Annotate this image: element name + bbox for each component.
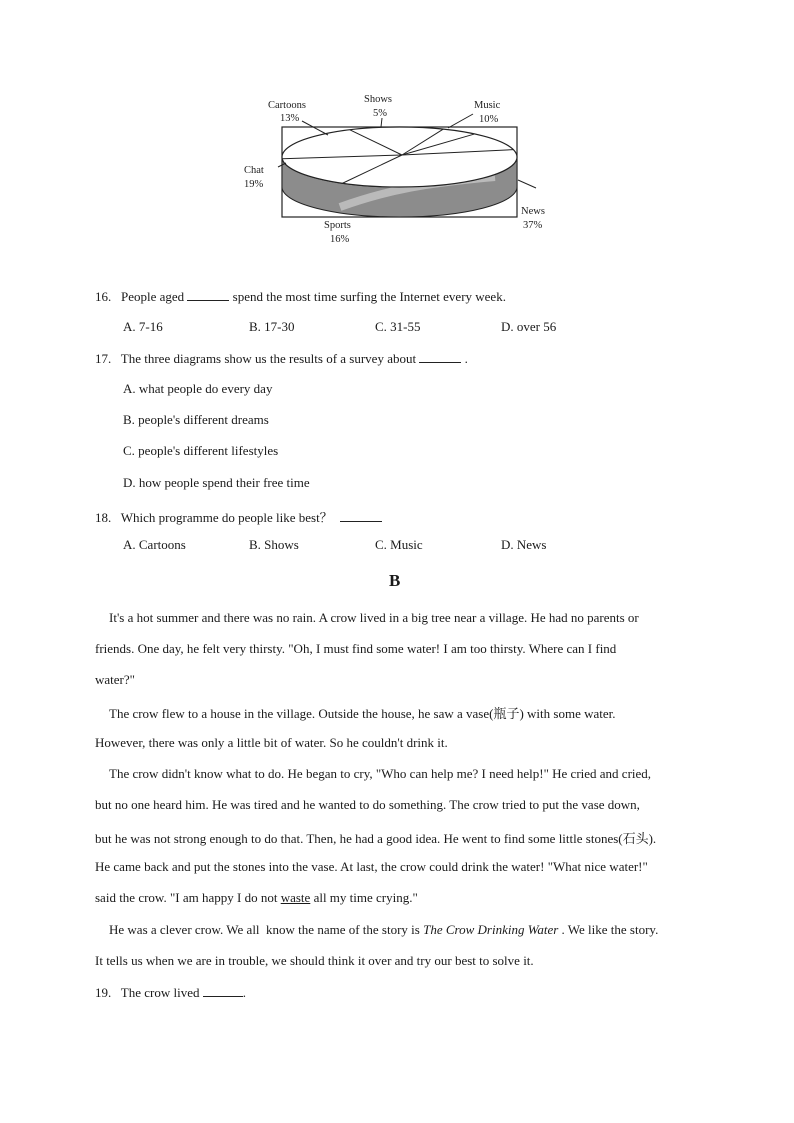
question-19 [95, 984, 246, 1001]
passage-line-1: It's a hot summer and there was no rain. A crow lived in a big tree near a village. He had no parents or [109, 610, 639, 625]
passage-line-5: However, there was only a little bit of water. So he couldn't drink it. [95, 735, 448, 750]
answer-blank[interactable] [203, 984, 243, 997]
question-text: The three diagrams show us the results of a survey about [120, 351, 417, 366]
q18-option-c[interactable]: C. Music [375, 537, 423, 552]
question-number: 18. [95, 510, 112, 525]
question-text-end: . [464, 351, 468, 366]
passage-line-9: He came back and put the stones into the vase. At last, the crow could drink the water! "What nice water!" [95, 859, 648, 874]
leader-cartoons [302, 121, 328, 135]
pct-chat: 19% [244, 179, 264, 190]
pct-news: 37% [523, 220, 543, 231]
answer-blank[interactable] [340, 509, 382, 522]
passage-line-8: but he was not strong enough to do that. Then, he had a good idea. He went to find some little stones(石头). [95, 831, 657, 846]
passage-text: He was a clever crow. We all know the name of the story is [109, 922, 424, 937]
story-title: The Crow Drinking Water [423, 922, 559, 937]
q17-option-a[interactable]: A. what people do every day [123, 381, 273, 396]
passage-line-11 [109, 922, 658, 938]
label-music: Music [474, 100, 501, 111]
q16-option-d[interactable]: D. over 56 [501, 319, 557, 334]
pct-music: 10% [479, 114, 499, 125]
section-heading: B [389, 571, 401, 590]
question-16 [95, 288, 506, 305]
passage-line-4: The crow flew to a house in the village. Outside the house, he saw a vase(瓶子) with some water. [109, 706, 616, 721]
answer-blank[interactable] [187, 288, 229, 301]
question-number: 16. [95, 289, 112, 304]
q17-option-c[interactable]: C. people's different lifestyles [123, 443, 279, 458]
underlined-word: waste [280, 890, 311, 905]
passage-text: . We like the story. [558, 922, 659, 937]
question-17 [95, 350, 468, 367]
label-chat: Chat [244, 165, 264, 176]
label-shows: Shows [364, 94, 393, 105]
q17-option-b[interactable]: B. people's different dreams [123, 412, 269, 427]
question-text-end: . [242, 985, 246, 1000]
label-sports: Sports [324, 220, 351, 231]
answer-blank[interactable] [419, 350, 461, 363]
q16-option-b[interactable]: B. 17-30 [249, 319, 295, 334]
question-text: The crow lived [120, 985, 200, 1000]
question-number: 19. [95, 985, 112, 1000]
q18-option-d[interactable]: D. News [501, 537, 547, 552]
question-text: Which programme do people like best？ [120, 510, 333, 525]
passage-line-3: water?" [95, 672, 135, 687]
question-text-end: spend the most time surfing the Internet every week. [232, 289, 506, 304]
passage-line-6: The crow didn't know what to do. He began to cry, "Who can help me? I need help!" He cried and cried, [109, 766, 652, 781]
label-cartoons: Cartoons [268, 100, 306, 111]
pct-cartoons: 13% [280, 113, 300, 124]
passage-line-7: but no one heard him. He was tired and he wanted to do something. The crow tried to put the vase down, [95, 797, 640, 812]
passage-line-2: friends. One day, he felt very thirsty. "Oh, I must find some water! I am too thirsty. Where can I find [95, 641, 617, 656]
q16-option-c[interactable]: C. 31-55 [375, 319, 421, 334]
question-text: People aged [121, 289, 185, 304]
label-news: News [521, 206, 545, 217]
leader-shows [381, 118, 382, 127]
q18-option-b[interactable]: B. Shows [249, 537, 299, 552]
pct-sports: 16% [330, 234, 350, 245]
q17-option-d[interactable]: D. how people spend their free time [123, 475, 310, 490]
q16-option-a[interactable]: A. 7-16 [123, 319, 163, 334]
q18-option-a[interactable]: A. Cartoons [123, 537, 186, 552]
leader-music [448, 114, 473, 128]
passage-text: said the crow. "I am happy I do not [95, 890, 281, 905]
passage-text: all my time crying." [310, 890, 418, 905]
passage-line-10 [95, 890, 418, 906]
passage-line-12: It tells us when we are in trouble, we should think it over and try our best to solve it. [95, 953, 534, 968]
question-number: 17. [95, 351, 112, 366]
pct-shows: 5% [373, 108, 387, 119]
question-18 [95, 507, 382, 526]
pie-chart [230, 85, 560, 255]
leader-news [518, 180, 536, 188]
pie-top [282, 127, 517, 187]
